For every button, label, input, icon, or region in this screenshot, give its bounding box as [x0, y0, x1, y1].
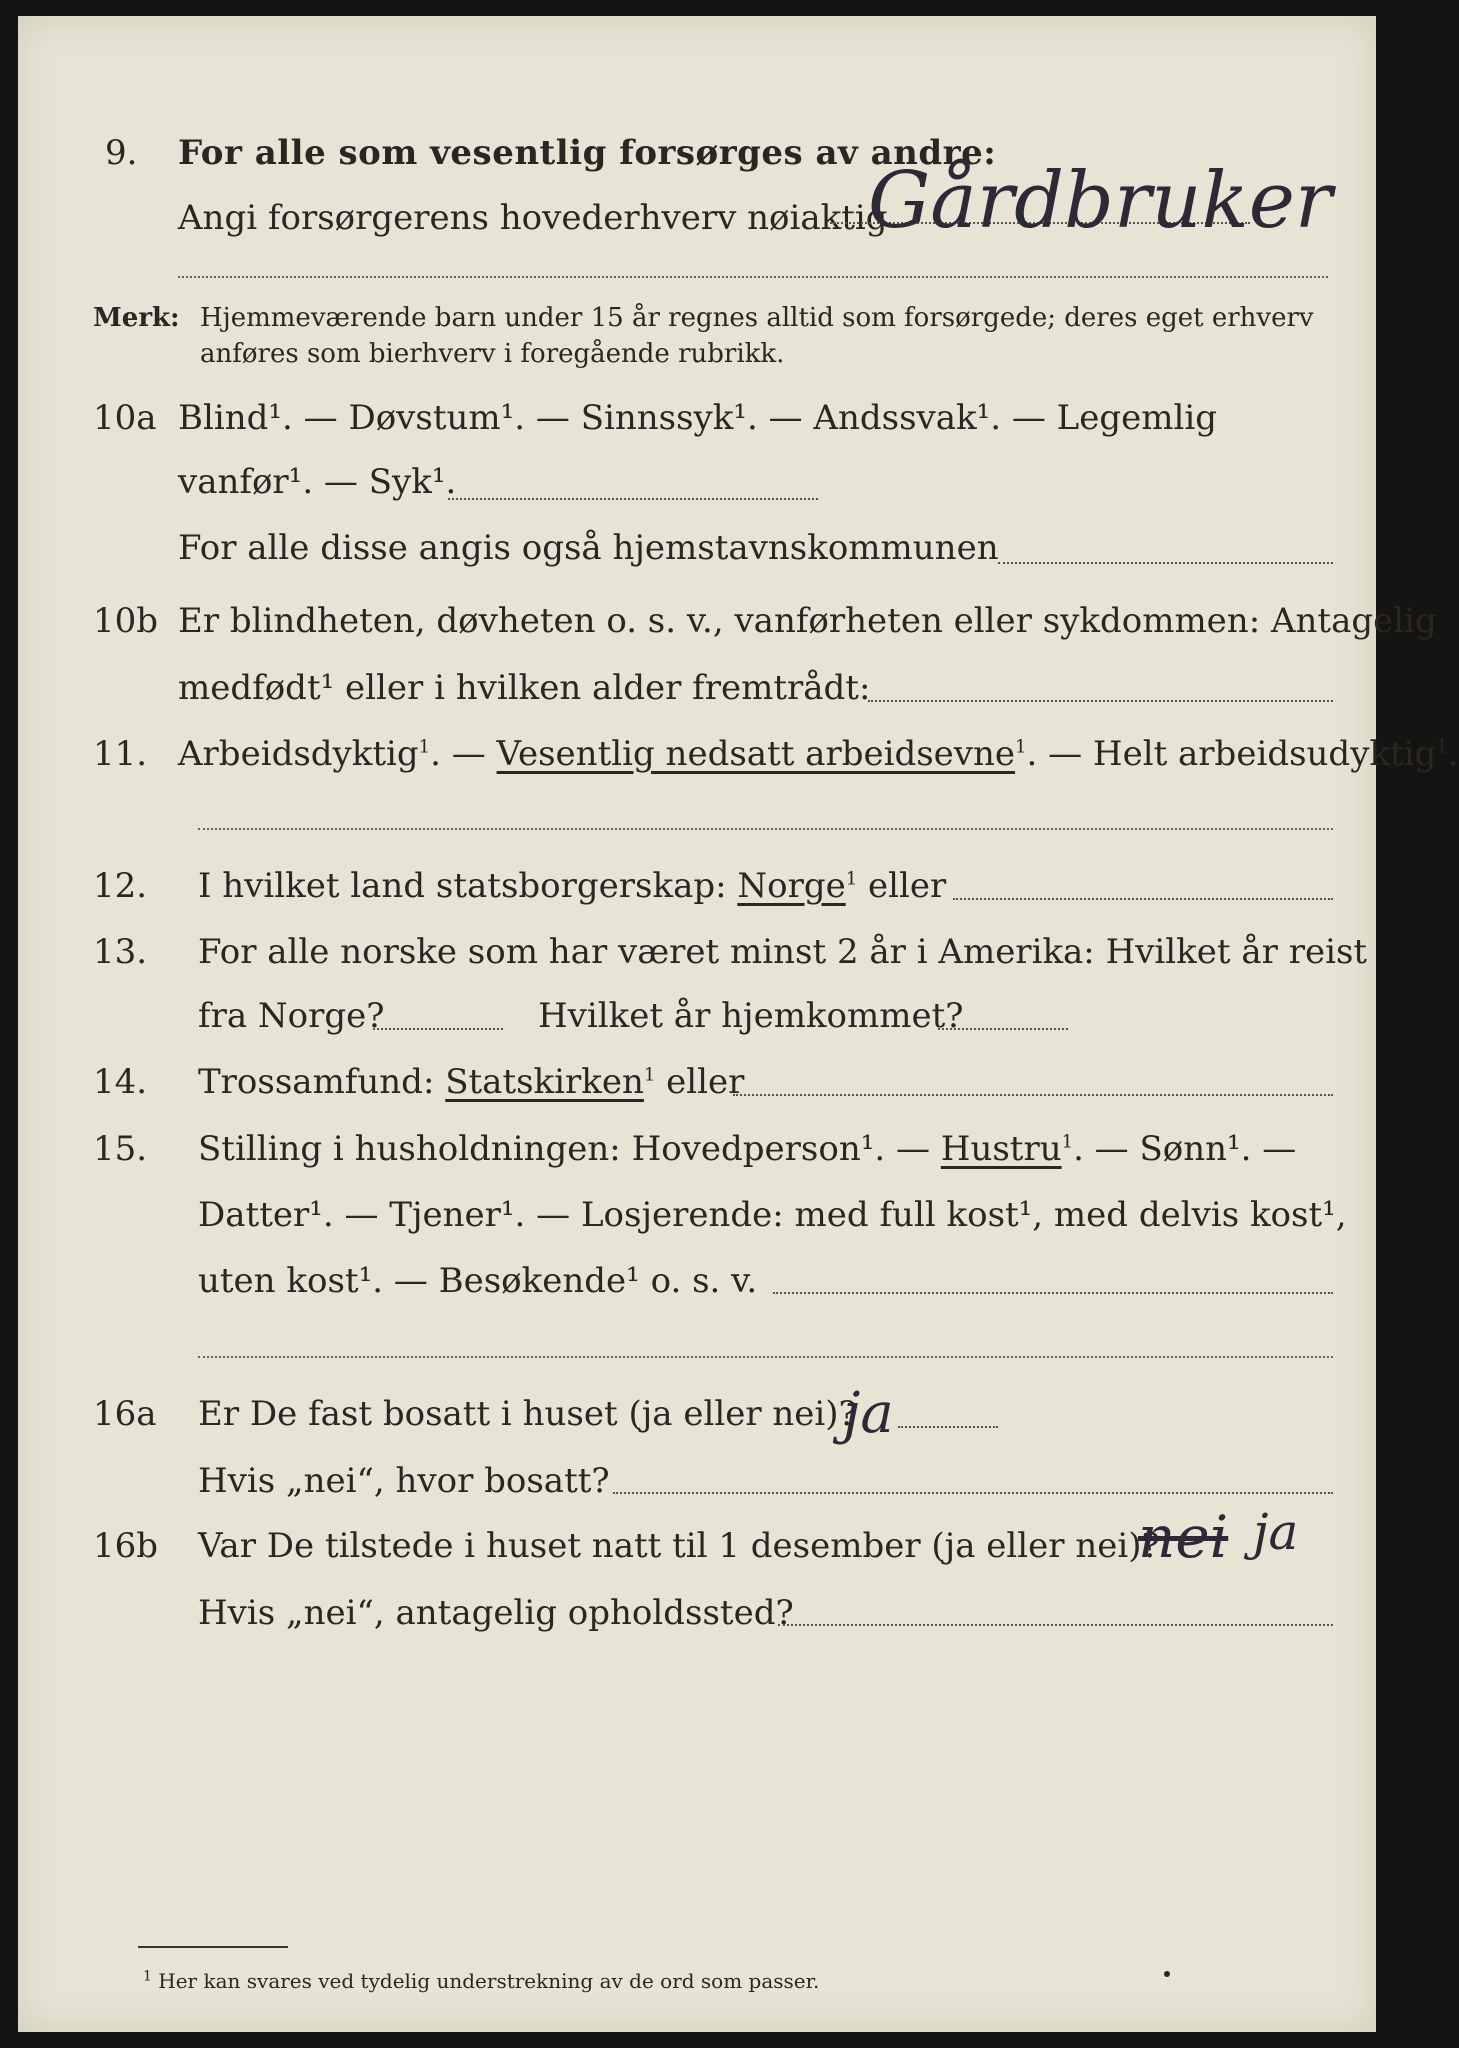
- q15-line2: Datter¹. — Tjener¹. — Losjerende: med full kost¹, med delvis kost¹,: [198, 1195, 1347, 1235]
- q16a-line2-fill: [613, 1492, 1333, 1494]
- footnote-rule: [138, 1946, 288, 1948]
- q16a-line2: Hvis „nei“, hvor bosatt?: [198, 1461, 610, 1501]
- q10b-number: 10b: [93, 601, 159, 641]
- q16a-number: 16a: [93, 1394, 157, 1434]
- q15-extra-line: [198, 1356, 1333, 1358]
- q14-number: 14.: [93, 1062, 148, 1102]
- q10b-line1: Er blindheten, døvheten o. s. v., vanførheten eller sykdommen: Antagelig: [178, 601, 1437, 641]
- ink-dot: [1164, 1971, 1170, 1977]
- q16b-line2: Hvis „nei“, antagelig opholdssted?: [198, 1593, 794, 1633]
- q12-norge-underlined: Norge: [737, 866, 846, 906]
- q15-line1: Stilling i husholdningen: Hovedperson¹. — Hustru$^1$. — Sønn¹. —: [198, 1129, 1297, 1169]
- q16a-fill: [898, 1426, 998, 1428]
- q15-fill: [773, 1292, 1333, 1294]
- merk-text-1: Hjemmeværende barn under 15 år regnes alltid som forsørgede; deres eget erhverv: [200, 303, 1314, 333]
- q11-sep2: . —: [1026, 734, 1093, 774]
- q11-opt3: Helt arbeidsudyktig: [1092, 734, 1437, 774]
- merk-text-2: anføres som bierhverv i foregående rubrikk.: [200, 339, 785, 369]
- q16b-handwritten-struck: nei: [1138, 1503, 1229, 1571]
- q13-line1: For alle norske som har været minst 2 år i Amerika: Hvilket år reist: [198, 932, 1368, 972]
- q11-line: Arbeidsdyktig$^1$. — Vesentlig nedsatt arbeidsevne$^1$. — Helt arbeidsudyktig$^1$.: [178, 734, 1459, 774]
- q15-line1-a: Stilling i husholdningen: Hovedperson¹. —: [198, 1129, 941, 1169]
- q10a-line3-fill: [998, 562, 1333, 564]
- q9-number: 9.: [105, 133, 138, 173]
- q10a-line3: For alle disse angis også hjemstavnskommunen: [178, 528, 999, 568]
- q14-fill: [733, 1094, 1333, 1096]
- q12-prompt: I hvilket land statsborgerskap:: [198, 866, 738, 906]
- q13-fill-a: [373, 1028, 503, 1030]
- q13-number: 13.: [93, 932, 148, 972]
- q12-eller: eller: [868, 866, 947, 906]
- q9-extra-line: [178, 276, 1328, 278]
- q16b-line2-fill: [778, 1624, 1333, 1626]
- q11-opt2-underlined: Vesentlig nedsatt arbeidsevne: [496, 734, 1016, 774]
- q9-handwritten-answer: Gårdbruker: [868, 156, 1333, 246]
- q10b-line2-fill: [868, 700, 1333, 702]
- q10a-line2-fill: [448, 498, 818, 500]
- q14-prompt: Trossamfund:: [198, 1062, 446, 1102]
- q12-number: 12.: [93, 866, 148, 906]
- q16a-handwritten-answer: ja: [843, 1381, 894, 1446]
- q14-eller: eller: [666, 1062, 745, 1102]
- q16b-handwritten-answer: ja: [1253, 1503, 1299, 1561]
- q16b-number: 16b: [93, 1526, 159, 1566]
- merk-label: Merk:: [93, 303, 180, 333]
- q9-prompt: Angi forsørgerens hovederhverv nøiaktig: [178, 198, 888, 238]
- q12-fill: [953, 898, 1333, 900]
- q11-extra-line: [198, 828, 1333, 830]
- q11-opt1: Arbeidsdyktig: [178, 734, 419, 774]
- q11-number: 11.: [93, 734, 148, 774]
- q9-heading: For alle som vesentlig forsørges av andre:: [178, 133, 997, 173]
- q15-hustru-underlined: Hustru: [940, 1129, 1062, 1169]
- q12-line: I hvilket land statsborgerskap: Norge$^1$ eller: [198, 866, 947, 906]
- q13-line2b: Hvilket år hjemkommet?: [538, 996, 964, 1036]
- q10a-line1-text: Blind¹. — Døvstum¹. — Sinnssyk¹. — Andssvak¹. — Legemlig: [178, 398, 1217, 438]
- q10a-line2: vanfør¹. — Syk¹.: [178, 462, 457, 502]
- q10a-number: 10a: [93, 398, 157, 438]
- q14-statskirken-underlined: Statskirken: [445, 1062, 644, 1102]
- census-form-page: [18, 16, 1459, 2032]
- footnote: $^1$ Her kan svares ved tydelig understrekning av de ord som passer.: [143, 1968, 820, 1993]
- q13-line2a: fra Norge?: [198, 996, 385, 1036]
- q14-line: Trossamfund: Statskirken$^1$ eller: [198, 1062, 745, 1102]
- q16b-line1: Var De tilstede i huset natt til 1 desember (ja eller nei)?: [198, 1526, 1160, 1566]
- q15-line3: uten kost¹. — Besøkende¹ o. s. v.: [198, 1261, 758, 1301]
- q15-line1-b: . — Sønn¹. —: [1073, 1129, 1297, 1169]
- q10a-line1: [178, 398, 1328, 438]
- footnote-text: Her kan svares ved tydelig understrekning av de ord som passer.: [158, 1969, 820, 1993]
- q11-sep1: . —: [430, 734, 497, 774]
- q10b-line2: medfødt¹ eller i hvilken alder fremtrådt:: [178, 668, 871, 708]
- q16a-line1: Er De fast bosatt i huset (ja eller nei)?: [198, 1394, 857, 1434]
- q15-number: 15.: [93, 1129, 148, 1169]
- q13-fill-b: [938, 1028, 1068, 1030]
